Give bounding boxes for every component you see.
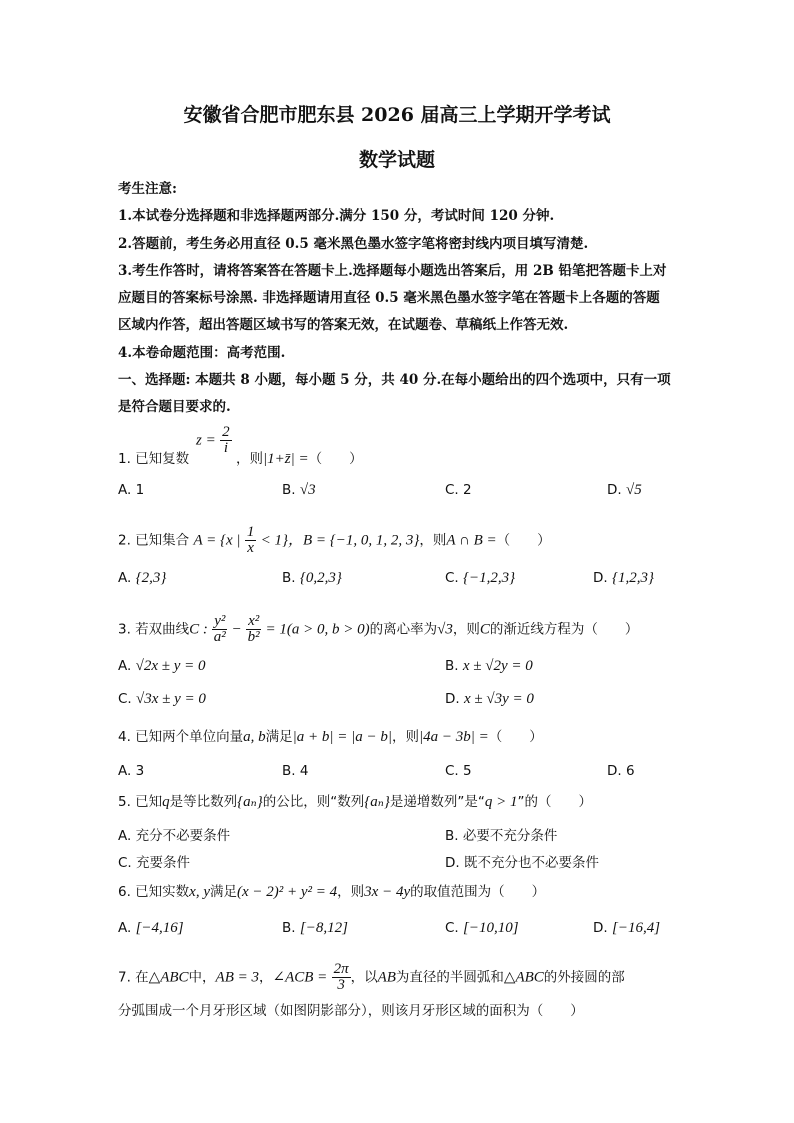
q5-option-b: B. 必要不充分条件: [445, 828, 558, 844]
q5-option-d: D. 既不充分也不必要条件: [445, 855, 599, 871]
q1-z-formula: z = $\frac{2}{i}$: [196, 424, 230, 456]
q3-option-a: A. √2x ± y = 0: [118, 658, 206, 674]
notice-item-3-cont2: 区域内作答，超出答题区域书写的答案无效，在试题卷、草稿纸上作答无效.: [118, 317, 569, 333]
q4-option-a: A. 3: [118, 763, 145, 779]
exam-title: 安徽省合肥市肥东县 2026 届高三上学期开学考试: [183, 104, 611, 126]
q6-option-a: A. [−4,16]: [118, 920, 184, 936]
question-3: 3. 若双曲线C : $\frac{\text{y²}}{\text{a²}}$ − $\frac{\text{x²}}{\text{b²}}$ = 1(a > 0, b > 0)的离心率为√3，则C的渐近线方程为（ ）: [118, 613, 639, 645]
question-5: 5. 已知q是等比数列{aₙ}的公比，则“数列{aₙ}是递增数列”是“q > 1”的（ ）: [118, 794, 592, 810]
notice-item-3-cont: 应题目的答案标号涂黑. 非选择题请用直径 0.5 毫米黑色墨水签字笔在答题卡上各题的答题: [118, 290, 660, 306]
notice-item-1: 1.本试卷分选择题和非选择题两部分.满分 150 分，考试时间 120 分钟.: [118, 208, 555, 224]
q2-option-d: D. {1,2,3}: [593, 570, 654, 586]
q2-option-b: B. {0,2,3}: [282, 570, 342, 586]
exam-subtitle: 数学试题: [358, 149, 435, 171]
notice-item-2: 2.答题前，考生务必用直径 0.5 毫米黑色墨水签字笔将密封线内项目填写清楚.: [118, 236, 589, 252]
question-4: 4. 已知两个单位向量a, b满足|a + b| = |a − b|，则|4a − 3b| =（ ）: [118, 729, 543, 745]
q4-option-d: D. 6: [607, 763, 635, 779]
question-7-cont: 分弧围成一个月牙形区域（如图阴影部分），则该月牙形区域的面积为（ ）: [118, 1003, 584, 1019]
q1-option-c: C. 2: [445, 482, 472, 498]
section-heading-cont: 是符合题目要求的.: [118, 399, 231, 415]
q6-option-d: D. [−16,4]: [593, 920, 661, 936]
q1-option-b: B. √3: [282, 482, 316, 498]
question-7: 7. 在△ABC中，AB = 3，∠ACB = $\frac{2\pi}{3}$ ，以AB为直径的半圆弧和△ABC的外接圆的部: [118, 961, 625, 993]
question-1: 1. 已知复数: [118, 451, 190, 467]
notice-heading: 考生注意:: [118, 181, 177, 197]
q6-option-b: B. [−8,12]: [282, 920, 348, 936]
q2-option-c: C. {−1,2,3}: [445, 570, 516, 586]
notice-item-4: 4.本卷命题范围：高考范围.: [118, 345, 286, 361]
q3-option-b: B. x ± √2y = 0: [445, 658, 533, 674]
q1-option-a: A. 1: [118, 482, 145, 498]
question-2: 2. 已知集合 A = {x | $\frac{1}{x}$ < 1}，B = {−1, 0, 1, 2, 3}，则A ∩ B =（ ）: [118, 524, 551, 556]
q6-option-c: C. [−10,10]: [445, 920, 519, 936]
q5-option-c: C. 充要条件: [118, 855, 191, 871]
q4-option-b: B. 4: [282, 763, 309, 779]
q4-option-c: C. 5: [445, 763, 472, 779]
q1-option-d: D. √5: [607, 482, 642, 498]
q5-option-a: A. 充分不必要条件: [118, 828, 231, 844]
q3-option-c: C. √3x ± y = 0: [118, 691, 206, 707]
section-heading: 一、选择题: 本题共 8 小题，每小题 5 分，共 40 分.在每小题给出的四个选项中，只有一项: [118, 372, 671, 388]
question-6: 6. 已知实数x, y满足(x − 2)² + y² = 4，则3x − 4y的取值范围为（ ）: [118, 884, 546, 900]
q1-tail: ，则|1+z̄| =（ ）: [236, 451, 363, 467]
notice-item-3: 3.考生作答时，请将答案答在答题卡上.选择题每小题选出答案后，用 2B 铅笔把答题卡上对: [118, 263, 667, 279]
q3-option-d: D. x ± √3y = 0: [445, 691, 534, 707]
q2-option-a: A. {2,3}: [118, 570, 167, 586]
